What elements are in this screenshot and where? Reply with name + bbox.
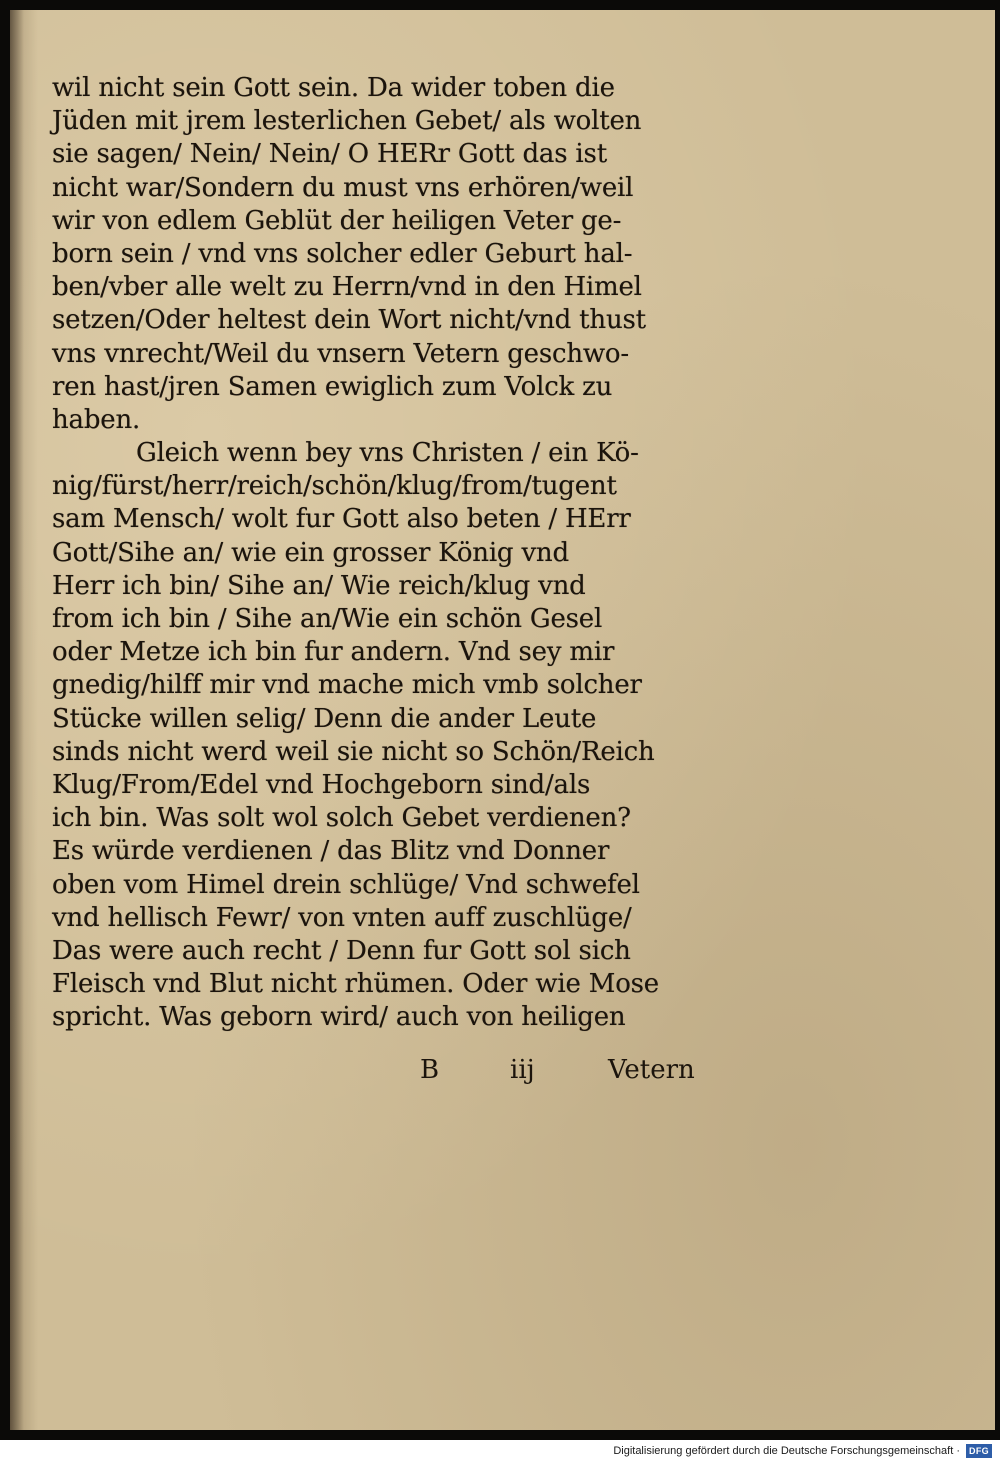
funding-credit: Digitalisierung gefördert durch die Deutsche Forschungsgemeinschaft · [613, 1445, 960, 1457]
text-line: Klug/From/Edel vnd Hochgeborn sind/als [52, 769, 591, 800]
text-line: nig/fürst/herr/reich/schön/klug/from/tugent [52, 471, 617, 502]
paragraph-start-line: Gleich wenn bey vns Christen / ein Kö- [136, 438, 639, 469]
text-line: ren hast/jren Samen ewiglich zum Volck zu [52, 371, 613, 402]
book-page [10, 10, 995, 1430]
text-line: wil nicht sein Gott sein. Da wider toben die [52, 73, 615, 103]
text-line: sie sagen/ Nein/ Nein/ O HERr Gott das ist [52, 139, 607, 170]
catchword: Vetern [608, 1055, 695, 1085]
text-line: born sein / vnd vns solcher edler Geburt hal- [52, 238, 633, 269]
digitization-footer [0, 1440, 1000, 1464]
dfg-logo-icon: DFG [966, 1444, 992, 1458]
text-line: vns vnrecht/Weil du vnsern Vetern geschwo- [52, 338, 629, 369]
text-line: Stücke willen selig/ Denn die ander Leute [52, 703, 597, 734]
text-line: Es würde verdienen / das Blitz vnd Donner [52, 836, 610, 867]
body-text [52, 72, 732, 1034]
text-line: nicht war/Sondern du must vns erhören/weil [52, 172, 634, 203]
text-line: spricht. Was geborn wird/ auch von heiligen [52, 1002, 626, 1033]
text-line: Das were auch recht / Denn fur Gott sol sich [52, 935, 631, 966]
text-line: ich bin. Was solt wol solch Gebet verdienen? [52, 803, 631, 834]
text-line: from ich bin / Sihe an/Wie ein schön Gesel [52, 604, 603, 634]
signature-mark: B [420, 1055, 440, 1085]
text-line: wir von edlem Geblüt der heiligen Veter ge- [52, 205, 622, 236]
text-line: Gott/Sihe an/ wie ein grosser König vnd [52, 537, 569, 568]
text-line: Jüden mit jrem lesterlichen Gebet/ als wolten [52, 106, 642, 137]
text-line: sinds nicht werd weil sie nicht so Schön/Reich [52, 736, 655, 767]
text-line: Fleisch vnd Blut nicht rhümen. Oder wie Mose [52, 969, 659, 1000]
text-line: sam Mensch/ wolt fur Gott also beten / HErr [52, 504, 631, 535]
page-footer-line [52, 1055, 732, 1089]
text-line: haben. [52, 404, 141, 435]
folio-number: iij [510, 1055, 535, 1085]
gutter-shadow [10, 10, 24, 1430]
text-line: ben/vber alle welt zu Herrn/vnd in den Himel [52, 272, 642, 303]
text-line: oben vom Himel drein schlüge/ Vnd schwefel [52, 869, 640, 900]
text-line: setzen/Oder heltest dein Wort nicht/vnd thust [52, 305, 646, 336]
text-line: vnd hellisch Fewr/ von vnten auff zuschlüge/ [52, 902, 632, 933]
text-line: gnedig/hilff mir vnd mache mich vmb solcher [52, 670, 642, 701]
text-line: Herr ich bin/ Sihe an/ Wie reich/klug vnd [52, 570, 586, 601]
text-line: oder Metze ich bin fur andern. Vnd sey mir [52, 637, 615, 668]
